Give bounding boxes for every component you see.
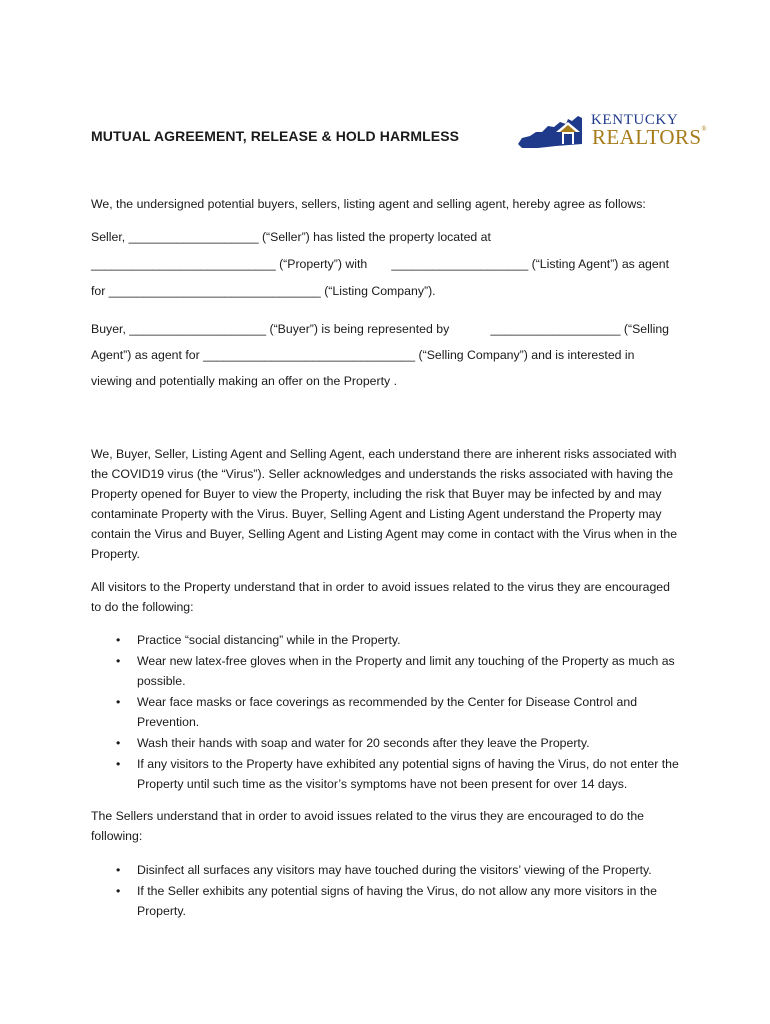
logo-text-kentucky: KENTUCKY <box>591 112 679 128</box>
bullet-icon: • <box>116 695 121 709</box>
seller-line-1: Seller, ___________________ (“Seller”) has listed the property located at <box>91 230 491 244</box>
bullet-icon: • <box>116 757 121 771</box>
list-item: • Disinfect all surfaces any visitors may have touched during the visitors’ viewing of the Property. <box>91 860 681 880</box>
bullet-icon: • <box>116 884 121 898</box>
buyer-blank-text: Buyer, ____________________ (“Buyer”) is being represented by <box>91 322 450 336</box>
property-blank-text: ___________________________ (“Property”) with <box>91 257 368 271</box>
selling-agent-blank-text: ___________________ (“Selling <box>490 322 669 336</box>
bullet-icon: • <box>116 863 121 877</box>
risk-paragraph: We, Buyer, Seller, Listing Agent and Selling Agent, each understand there are inherent risks associated with the COVID19 virus (the “Virus”). Seller acknowledges and understands the risks associated with having the Property opened for Buyer to view the Property, including the risk that Buyer may be infected by and may contaminate Property with the Virus. Buyer, Selling Agent and Listing Agent understand the Property may contain the Virus and Buyer, Selling Agent and Listing Agent may come in contact with the Virus when in the Property. <box>91 447 678 561</box>
visitor-bullet-list <box>91 630 681 795</box>
visitors-intro-paragraph: All visitors to the Property understand that in order to avoid issues related to the virus they are encouraged to do the following: <box>91 580 670 614</box>
buyer-line-1 <box>91 322 669 336</box>
list-item: • Wear face masks or face coverings as recommended by the Center for Disease Control and Prevention. <box>91 692 681 732</box>
bullet-icon: • <box>116 633 121 647</box>
bullet-icon: • <box>116 654 121 668</box>
list-item: • If the Seller exhibits any potential signs of having the Virus, do not allow any more visitors in the Property. <box>91 881 681 921</box>
document-title: MUTUAL AGREEMENT, RELEASE & HOLD HARMLESS <box>91 128 460 144</box>
kentucky-realtors-logo <box>516 108 706 150</box>
bullet-icon: • <box>116 736 121 750</box>
sellers-intro-paragraph: The Sellers understand that in order to avoid issues related to the virus they are encouraged to do the following: <box>91 809 645 843</box>
buyer-line-3: viewing and potentially making an offer on the Property . <box>91 374 398 388</box>
seller-bullet-list <box>91 860 681 922</box>
buyer-line-2: Agent”) as agent for _______________________________ (“Selling Company”) and is interested in <box>91 348 635 362</box>
logo-text-realtors: REALTORS® <box>592 125 708 149</box>
list-item: • Practice “social distancing” while in the Property. <box>91 630 681 650</box>
seller-line-2 <box>91 257 669 271</box>
kentucky-state-house-icon <box>516 110 596 150</box>
list-item: • If any visitors to the Property have exhibited any potential signs of having the Virus, do not enter the Property until such time as the visitor’s symptoms have not been present for over 14 days. <box>91 754 681 794</box>
intro-paragraph: We, the undersigned potential buyers, sellers, listing agent and selling agent, hereby agree as follows: <box>91 197 646 211</box>
list-item: • Wear new latex-free gloves when in the Property and limit any touching of the Property as much as possible. <box>91 651 681 691</box>
seller-line-3: for _______________________________ (“Listing Company”). <box>91 284 436 298</box>
list-item: • Wash their hands with soap and water for 20 seconds after they leave the Property. <box>91 733 681 753</box>
listing-agent-blank-text: ____________________ (“Listing Agent”) as agent <box>391 257 669 271</box>
